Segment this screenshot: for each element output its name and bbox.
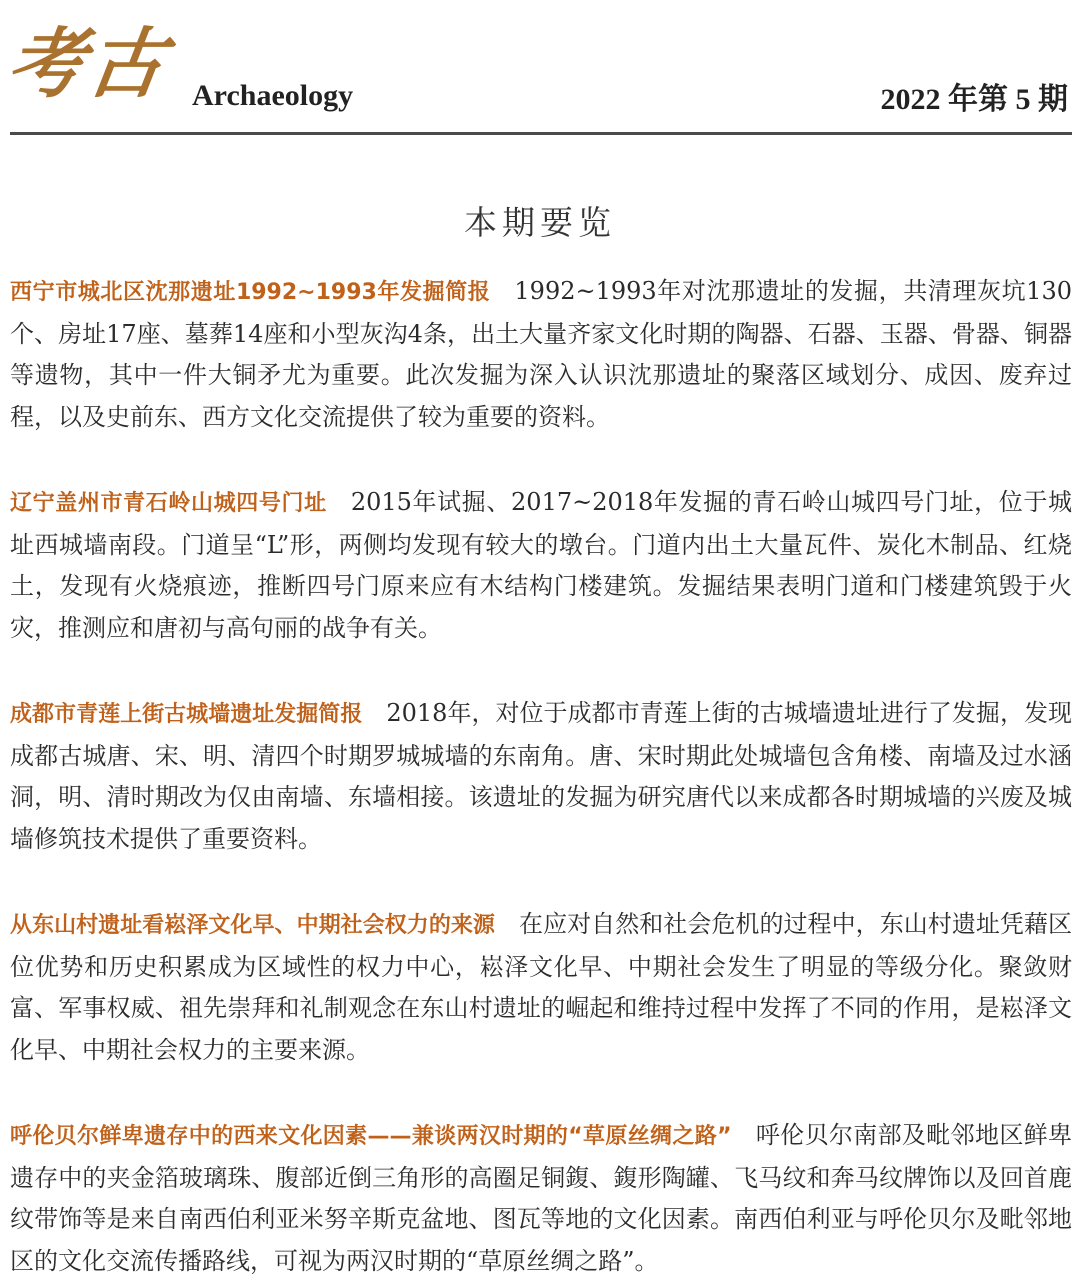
- article-summary: [10, 1115, 1072, 1282]
- article-abstract: 1992~1993年对沈那遗址的发掘，共清理灰坑130个、房址17座、墓葬14座和小型灰沟4条，出土大量齐家文化时期的陶器、石器、玉器、骨器、铜器等遗物，其中一件大铜矛尤为重要。此次发掘为深入认识沈那遗址的聚落区域划分、成因、废弃过程，以及史前东、西方文化交流提供了较为重要的资料。: [10, 277, 1072, 431]
- header-divider: [10, 132, 1072, 135]
- article-summaries: [10, 271, 1072, 1282]
- article-title: 呼伦贝尔鲜卑遗存中的西来文化因素——兼谈两汉时期的“草原丝绸之路”: [10, 1124, 732, 1149]
- article-summary: [10, 271, 1072, 438]
- article-title: 从东山村遗址看崧泽文化早、中期社会权力的来源: [10, 913, 495, 938]
- article-summary: [10, 693, 1072, 860]
- article-summary: [10, 482, 1072, 649]
- article-abstract: 呼伦贝尔南部及毗邻地区鲜卑遗存中的夹金箔玻璃珠、腹部近倒三角形的高圈足铜鍑、鍑形陶罐、飞马纹和奔马纹牌饰以及回首鹿纹带饰等是来自南西伯利亚米努辛斯克盆地、图瓦等地的文化因素。南西伯利亚与呼伦贝尔及毗邻地区的文化交流传播路线，可视为两汉时期的“草原丝绸之路”。: [10, 1121, 1073, 1275]
- article-abstract: 2015年试掘、2017~2018年发掘的青石岭山城四号门址，位于城址西城墙南段。门道呈“L”形，两侧均发现有较大的墩台。门道内出土大量瓦件、炭化木制品、红烧土，发现有火烧痕迹，推断四号门原来应有木结构门楼建筑。发掘结果表明门道和门楼建筑毁于火灾，推测应和唐初与高句丽的战争有关。: [10, 488, 1072, 642]
- journal-logo: 考古: [1, 19, 175, 108]
- journal-name: Archaeology: [192, 79, 354, 112]
- section-title: 本期要览: [464, 203, 616, 242]
- article-abstract: 2018年，对位于成都市青莲上街的古城墙遗址进行了发掘，发现成都古城唐、宋、明、清四个时期罗城城墙的东南角。唐、宋时期此处城墙包含角楼、南墙及过水涵洞，明、清时期改为仅由南墙、东墙相接。该遗址的发掘为研究唐代以来成都各时期城墙的兴废及城墙修筑技术提供了重要资料。: [10, 699, 1072, 853]
- article-summary: [10, 904, 1072, 1071]
- article-title: 西宁市城北区沈那遗址1992~1993年发掘简报: [10, 280, 491, 305]
- article-abstract: 在应对自然和社会危机的过程中，东山村遗址凭藉区位优势和历史积累成为区域性的权力中心，崧泽文化早、中期社会发生了明显的等级分化。聚敛财富、军事权威、祖先崇拜和礼制观念在东山村遗址的崛起和维持过程中发挥了不同的作用，是崧泽文化早、中期社会权力的主要来源。: [10, 910, 1072, 1064]
- article-title: 辽宁盖州市青石岭山城四号门址: [10, 491, 327, 516]
- article-title: 成都市青莲上街古城墙遗址发掘简报: [10, 702, 363, 727]
- masthead: [0, 0, 1080, 140]
- issue-number: 2022 年第 5 期: [880, 83, 1068, 116]
